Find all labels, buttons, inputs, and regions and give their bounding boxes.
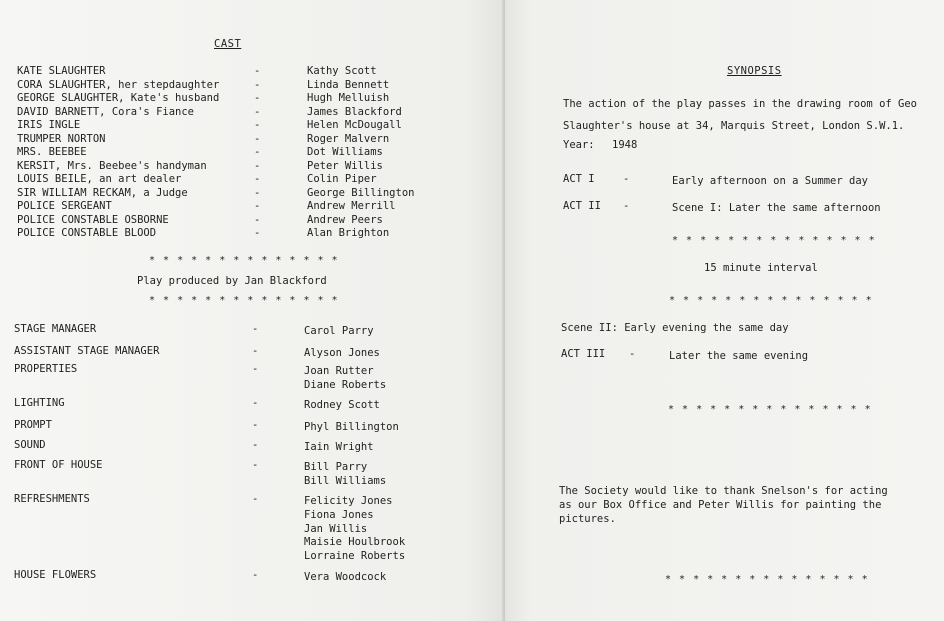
- crew-member-name: Jan Willis: [304, 522, 368, 535]
- cast-role: KERSIT, Mrs. Beebee's handyman: [17, 159, 207, 172]
- cast-actor: Andrew Merrill: [307, 200, 396, 212]
- cast-role: POLICE CONSTABLE BLOOD: [17, 227, 157, 239]
- year-label: Year:: [563, 139, 595, 151]
- cast-actor: Dot Williams: [307, 146, 383, 158]
- cast-actors-column: [307, 65, 414, 241]
- right-page: [505, 0, 944, 621]
- cast-actor: George Billington: [307, 186, 415, 199]
- cast-role: DAVID BARNETT, Cora's Fiance: [17, 105, 195, 118]
- crew-member-name: Bill Williams: [304, 474, 387, 487]
- crew-member-name: Vera Woodcock: [304, 571, 387, 583]
- cast-role: IRIS INGLE: [17, 119, 81, 131]
- act1-dash: -: [623, 173, 630, 185]
- cast-role: POLICE SERGEANT: [17, 200, 112, 212]
- crew-dash: -: [252, 397, 259, 409]
- cast-dash: -: [254, 200, 261, 212]
- cast-dash: -: [254, 227, 261, 239]
- cast-dash: -: [254, 132, 261, 145]
- cast-role: LOUIS BEILE, an art dealer: [17, 173, 182, 185]
- crew-member-name: Fiona Jones: [304, 508, 374, 521]
- cast-dash: -: [254, 105, 261, 118]
- crew-role: STAGE MANAGER: [14, 323, 97, 335]
- cast-actor: Hugh Melluish: [307, 92, 390, 104]
- crew-role: REFRESHMENTS: [14, 493, 90, 505]
- cast-dash: -: [254, 146, 261, 158]
- crew-role: HOUSE FLOWERS: [14, 569, 97, 581]
- act2-text: Scene I: Later the same afternoon: [672, 202, 881, 214]
- cast-dash: -: [254, 92, 261, 104]
- cast-roles-column: [17, 65, 219, 241]
- crew-member-name: Joan Rutter: [304, 365, 374, 377]
- crew-role: PROMPT: [14, 419, 52, 431]
- cast-heading: CAST: [214, 38, 242, 50]
- crew-dash: -: [252, 493, 259, 505]
- cast-dash: -: [254, 119, 261, 131]
- thanks-line-1: The Society would like to thank Snelson's for acting: [559, 485, 888, 497]
- crew-member-name: Phyl Billington: [304, 421, 399, 433]
- crew-role: LIGHTING: [14, 397, 65, 409]
- act1-label: ACT I: [563, 173, 595, 185]
- cast-actor: Andrew Peers: [307, 213, 383, 226]
- stars-divider-3: * * * * * * * * * * * * * * *: [672, 235, 876, 246]
- synopsis-heading: SYNOPSIS: [727, 65, 782, 77]
- crew-dash: -: [252, 345, 259, 357]
- thanks-line-3: pictures.: [559, 513, 616, 525]
- crew-role: FRONT OF HOUSE: [14, 459, 103, 471]
- cast-dash: -: [254, 78, 261, 91]
- cast-actor: Kathy Scott: [307, 65, 377, 77]
- thanks-line-2: as our Box Office and Peter Willis for painting the: [559, 499, 882, 511]
- act1-text: Early afternoon on a Summer day: [672, 175, 868, 187]
- cast-actor: Roger Malvern: [307, 132, 390, 145]
- cast-dashes-column: [254, 65, 260, 241]
- interval-line: 15 minute interval: [704, 262, 818, 274]
- crew-dash: -: [252, 439, 259, 451]
- stars-divider-2: * * * * * * * * * * * * * *: [149, 295, 339, 306]
- cast-dash: -: [254, 65, 261, 77]
- producer-line: Play produced by Jan Blackford: [137, 275, 327, 287]
- cast-actor: Helen McDougall: [307, 119, 402, 131]
- act3-label: ACT III: [561, 348, 606, 360]
- cast-role: SIR WILLIAM RECKAM, a Judge: [17, 186, 188, 199]
- crew-member-name: Diane Roberts: [304, 378, 387, 391]
- crew-member-name: Maisie Houlbrook: [304, 536, 406, 549]
- act3-dash: -: [629, 348, 636, 360]
- scene2-line: Scene II: Early evening the same day: [561, 322, 789, 334]
- act3-text: Later the same evening: [669, 350, 809, 362]
- crew-dash: -: [252, 459, 259, 471]
- stars-divider-4: * * * * * * * * * * * * * * *: [669, 295, 873, 306]
- crew-role: SOUND: [14, 439, 46, 451]
- cast-actor: Linda Bennett: [307, 78, 390, 91]
- act2-label: ACT II: [563, 200, 601, 212]
- crew-member-name: Carol Parry: [304, 325, 374, 337]
- cast-actor: James Blackford: [307, 105, 402, 118]
- cast-role: TRUMPER NORTON: [17, 132, 106, 145]
- stars-divider-5: * * * * * * * * * * * * * * *: [668, 404, 872, 415]
- cast-role: GEORGE SLAUGHTER, Kate's husband: [17, 92, 220, 104]
- crew-role: PROPERTIES: [14, 363, 78, 375]
- crew-dash: -: [252, 419, 259, 431]
- cast-dash: -: [254, 159, 261, 172]
- action-line-1: The action of the play passes in the drawing room of Geo: [563, 98, 918, 110]
- cast-dash: -: [254, 213, 261, 226]
- cast-role: POLICE CONSTABLE OSBORNE: [17, 213, 169, 226]
- cast-actor: Colin Piper: [307, 173, 377, 185]
- crew-member-name: Iain Wright: [304, 441, 374, 453]
- crew-dash: -: [252, 569, 259, 581]
- cast-role: KATE SLAUGHTER: [17, 65, 106, 77]
- crew-dash: -: [252, 363, 259, 375]
- action-line-2: Slaughter's house at 34, Marquis Street, London S.W.1.: [563, 120, 905, 132]
- cast-actor: Alan Brighton: [307, 227, 390, 239]
- cast-actor: Peter Willis: [307, 159, 383, 172]
- crew-member-name: Bill Parry: [304, 461, 368, 473]
- stars-divider-1: * * * * * * * * * * * * * *: [149, 255, 339, 266]
- year-value: 1948: [612, 139, 638, 151]
- stars-divider-6: * * * * * * * * * * * * * * *: [665, 574, 869, 585]
- crew-member-name: Rodney Scott: [304, 399, 380, 411]
- crew-role: ASSISTANT STAGE MANAGER: [14, 345, 160, 357]
- cast-role: CORA SLAUGHTER, her stepdaughter: [17, 78, 220, 91]
- crew-member-name: Alyson Jones: [304, 347, 380, 359]
- act2-dash: -: [623, 200, 630, 212]
- crew-member-name: Felicity Jones: [304, 495, 393, 507]
- cast-dash: -: [254, 173, 261, 185]
- crew-dash: -: [252, 323, 259, 335]
- cast-role: MRS. BEEBEE: [17, 146, 87, 158]
- crew-member-name: Lorraine Roberts: [304, 550, 406, 563]
- cast-dash: -: [254, 186, 261, 199]
